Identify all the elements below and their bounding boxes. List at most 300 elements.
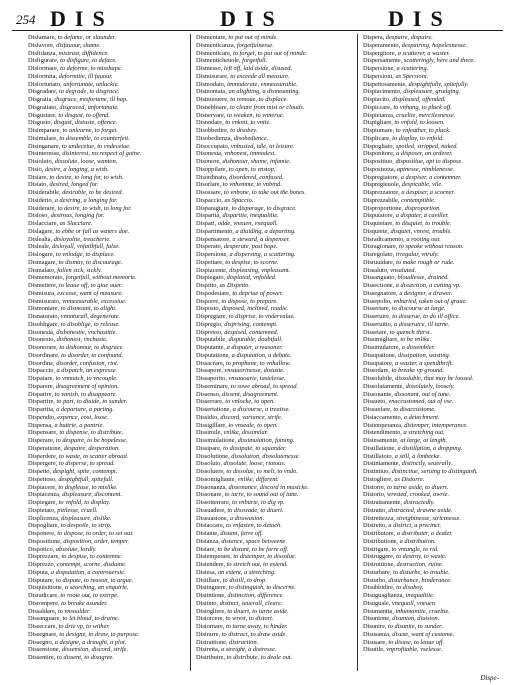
entry-definition: to disserue, to do ill office. [392, 313, 461, 320]
dictionary-entry [196, 484, 342, 492]
entry-definition: to open, to vnstop. [228, 165, 276, 173]
dictionary-entry [28, 135, 174, 143]
dictionary-entry [28, 282, 174, 290]
entry-definition: to defame, or slaunder. [57, 34, 116, 41]
entry-headword: Disperato, [196, 243, 223, 251]
dictionary-entry [28, 352, 174, 360]
entry-definition: spoiled, stripped, naked. [395, 142, 458, 150]
entry-headword: Disimulare, [28, 134, 58, 142]
dictionary-entry [196, 112, 342, 120]
entry-headword: Distruggere, [363, 553, 395, 561]
dictionary-entry [196, 344, 342, 352]
entry-headword: Dispensa, [28, 421, 53, 429]
dictionary-entry [28, 298, 174, 306]
header-rule [12, 30, 503, 31]
entry-definition: to wrest, to distort. [225, 615, 274, 623]
entry-headword: Dispaccio, [196, 196, 223, 204]
dictionary-entry [28, 398, 174, 406]
dictionary-entry [196, 577, 342, 585]
dictionary-entry [196, 228, 342, 236]
dictionary-entry [28, 65, 174, 73]
entry-definition: as Slacciare. [59, 220, 93, 227]
entry-headword: Dissepolto, [363, 297, 392, 305]
entry-definition: disposed, inclined, readie. [221, 305, 289, 313]
entry-headword: Dismisura, [28, 289, 56, 297]
dictionary-entry [196, 158, 342, 166]
dictionary-entry [28, 453, 174, 461]
dictionary-entry [196, 166, 342, 174]
entry-headword: Disnodare, [196, 119, 224, 127]
entry-headword: Disputatore, [363, 212, 395, 220]
dictionary-entry [28, 50, 174, 58]
entry-headword: Dislogare, [28, 251, 55, 258]
dictionary-entry [363, 158, 509, 166]
entry-definition: destruction, ruine. [396, 561, 444, 568]
dictionary-entry [28, 507, 174, 515]
entry-definition: to sowe abroad, to spread. [230, 382, 299, 390]
entry-definition: to dispense, to distribute. [59, 429, 124, 437]
entry-definition: disprising, contempt. [224, 320, 278, 328]
dictionary-entry [363, 205, 509, 213]
entry-headword: Dissonanza, [196, 483, 227, 491]
entry-headword: Dissetare, [363, 328, 389, 336]
entry-headword: Disubbidire, [363, 584, 395, 592]
entry-headword: Dispiccare, [363, 103, 392, 111]
entry-definition: to diuert, to turne aside. [227, 607, 289, 615]
entry-definition: to vnfeather, to pluck. [395, 127, 451, 134]
dictionary-entry [363, 623, 509, 631]
dictionary-entry [196, 414, 342, 422]
entry-definition: displeasing, vnpleasant. [229, 266, 291, 274]
dictionary-entry [28, 383, 174, 391]
entry-headword: Disposto, [196, 305, 221, 313]
entry-headword: Dispiacere, [28, 483, 57, 491]
dictionary-entry [363, 639, 509, 647]
entry-headword: Dissigillare, [196, 421, 227, 429]
entry-definition: a designe, a draught, a plot. [54, 638, 127, 646]
entry-headword: Disputante, [196, 344, 226, 351]
entry-headword: Dissegnare, [28, 630, 58, 638]
entry-definition: dishonestie, vnchastitie. [56, 328, 117, 336]
dictionary-entry [363, 507, 509, 515]
dictionary-entry [196, 65, 342, 73]
dictionary-entry [363, 522, 509, 530]
entry-headword: Disseccare, [28, 623, 58, 630]
entry-definition: distracted, drawne aside. [388, 506, 453, 514]
entry-definition: streightnesse, strictnesse. [396, 514, 461, 522]
entry-headword: Dissotterrare, [196, 499, 231, 506]
dictionary-entry [28, 391, 174, 399]
dictionary-entry [363, 267, 509, 275]
entry-definition: a dissection, a cutting vp. [395, 282, 461, 289]
entry-headword: Dismalato, [28, 266, 56, 274]
entry-definition: forgetfull. [242, 57, 268, 65]
entry-headword: Dispaccio, [28, 367, 55, 375]
dictionary-entry [196, 360, 342, 368]
dictionary-entry [196, 236, 342, 244]
entry-headword: Disparire, [28, 390, 54, 398]
dictionary-entry [28, 445, 174, 453]
entry-headword: Disoccupato, [196, 142, 230, 150]
dictionary-entry [28, 313, 174, 321]
dictionary-entry [196, 313, 342, 321]
entry-definition: desirable, to be desired. [62, 189, 124, 196]
dictionary-entry [28, 484, 174, 492]
entry-definition: to drie vp, to wither. [58, 623, 110, 630]
entry-definition: distance, space betweene. [221, 537, 287, 545]
dictionary-entry [196, 251, 342, 259]
dictionary-entry [363, 50, 509, 58]
entry-definition: a disswasion. [229, 514, 265, 522]
entry-definition: a despiser, a scorner. [401, 189, 455, 196]
dictionary-entry [363, 460, 509, 468]
page-number: 254 [16, 12, 36, 27]
entry-definition: to undeceiue, to vndeceiue. [61, 142, 131, 150]
entry-definition: a desiring, a longing for. [54, 196, 118, 204]
entry-definition: vnlike, dissimilar. [223, 429, 269, 437]
entry-definition: to despoile, to strip. [60, 522, 112, 530]
entry-definition: absolute, lordly. [55, 545, 97, 553]
entry-definition: to disaccustome. [393, 406, 436, 413]
entry-definition: displaied, vnfolded. [226, 274, 277, 282]
dictionary-entry [363, 600, 509, 608]
entry-definition: to despise, to scorne. [225, 258, 279, 266]
dictionary-entry [363, 65, 509, 73]
entry-headword: Disperamento, [363, 41, 401, 49]
entry-headword: Dissuefare, [363, 406, 392, 413]
dictionary-entry [363, 445, 509, 453]
entry-definition: to turne away, to hinder. [225, 623, 288, 630]
entry-headword: Displicenza, [28, 514, 60, 522]
entry-headword: Disradicamento, [363, 235, 405, 243]
entry-definition: dissonance, discord in musicke. [228, 483, 309, 491]
entry-definition: a streight, a distresse. [221, 646, 277, 654]
dictionary-entry [28, 553, 174, 561]
entry-definition: a distributer, a dealer. [396, 530, 453, 537]
entry-definition: to despise, to contemne. [61, 553, 123, 561]
entry-definition: to dissemble, to counterfeit. [59, 134, 130, 142]
dictionary-entry [196, 499, 342, 507]
entry-definition: to distill, to drop. [222, 576, 267, 584]
entry-headword: Disporre, [196, 297, 220, 305]
dictionary-entry [196, 569, 342, 577]
dictionary-entry [28, 166, 174, 174]
entry-headword: Dismontata, [196, 88, 227, 96]
dictionary-entry [196, 646, 342, 654]
entry-definition: displeasure, discontent. [62, 491, 123, 499]
entry-definition: a despiser, a contemner. [400, 173, 462, 181]
dictionary-entry [28, 615, 174, 623]
dictionary-entry [196, 119, 342, 127]
entry-definition: to desire, to wish, to long for. [57, 204, 132, 212]
entry-definition: vnsaluted. [390, 266, 417, 274]
dictionary-entry [363, 181, 509, 189]
dictionary-entry [28, 538, 174, 546]
entry-definition: to be distant, to be farre off. [217, 545, 289, 553]
dictionary-entry [28, 57, 174, 65]
dictionary-entry [196, 600, 342, 608]
entry-definition: to vnlocke, to open. [225, 398, 275, 406]
entry-headword: Dissectione, [363, 282, 395, 289]
entry-definition: to iarre, to sound out of tune. [224, 491, 299, 499]
entry-definition: contempt, scorne, disdaine. [56, 561, 127, 568]
entry-definition: vnaccustomed, out of vse. [388, 398, 454, 406]
dictionary-entry [363, 282, 509, 290]
dictionary-entry [196, 212, 342, 220]
entry-headword: Disparagiare, [196, 204, 230, 212]
entry-headword: Dispregio, [196, 320, 223, 328]
dictionary-entry [196, 34, 342, 42]
dictionary-entry [363, 429, 509, 437]
entry-headword: Disioluto, [28, 158, 54, 165]
entry-definition: to dispose, to prepare. [221, 297, 278, 305]
entry-headword: Dispigliare, [363, 119, 393, 127]
dictionary-entry [363, 143, 509, 151]
entry-definition: vnburied, taken out of graue. [393, 297, 467, 305]
entry-definition: to vnhemme, to vnbind. [222, 181, 282, 189]
entry-headword: Dispodestare, [196, 289, 231, 297]
entry-definition: a stretching out. [403, 429, 445, 437]
entry-definition: dissolute, loose, wanton. [54, 158, 118, 165]
entry-headword: Disimparare, [28, 127, 61, 134]
entry-headword: Dispogliare, [28, 522, 60, 530]
dictionary-entry [196, 453, 342, 461]
entry-headword: Disio, [28, 165, 44, 173]
entry-headword: Dismisurato, [28, 297, 61, 305]
entry-headword: Distrattione, [196, 638, 228, 646]
dictionary-entry [28, 336, 174, 344]
entry-headword: Dismodato, [196, 80, 226, 88]
entry-headword: Dissipare, [196, 444, 222, 452]
dictionary-entry [28, 305, 174, 313]
entry-headword: Distruttione, [363, 561, 395, 568]
entry-definition: odde, vneuen, vnequall. [217, 220, 278, 227]
dictionary-entry [196, 608, 342, 616]
entry-headword: Disponere, [28, 530, 56, 537]
dictionary-entry [28, 414, 174, 422]
entry-definition: to depriue of power. [232, 289, 284, 297]
entry-definition: disproportion. [404, 204, 441, 212]
entry-definition: an extent, a stretching. [217, 568, 276, 576]
entry-definition: to dispose, to order, to set out. [57, 530, 134, 537]
entry-headword: Dispostezza, [363, 165, 396, 173]
entry-headword: Disiare, [28, 173, 48, 181]
entry-headword: Dismenticare, [196, 49, 232, 57]
dictionary-entry [363, 538, 509, 546]
dictionary-entry [363, 220, 509, 228]
dictionary-entry [363, 484, 509, 492]
entry-definition: distinct, seuerall, cleare. [219, 599, 283, 607]
entry-definition: vnsauourie, tastelesse. [228, 375, 286, 382]
column-right [363, 34, 509, 667]
entry-definition: to weaken, to vnnerue. [227, 111, 285, 119]
entry-definition: to destroy, to waste. [396, 553, 447, 561]
entry-definition: to ebbe or fall as waters doe. [55, 227, 130, 235]
dictionary-entry [196, 50, 342, 58]
entry-definition: to be vnlike. [400, 336, 432, 344]
dictionary-entry [28, 422, 174, 430]
entry-definition: to put out of minde. [228, 34, 278, 41]
entry-headword: Dissolutione, [196, 452, 230, 460]
dictionary-entry [28, 561, 174, 569]
entry-definition: despicable, vile. [401, 181, 443, 189]
entry-headword: Disserrare, [196, 398, 224, 406]
entry-headword: Dismettere, [28, 282, 58, 289]
entry-headword: Distorto, [363, 491, 386, 499]
dictionary-entry [28, 236, 174, 244]
entry-headword: Dissaluto, [363, 266, 389, 274]
entry-headword: Disioso, [28, 212, 49, 220]
entry-definition: a disputation, a controuersie. [50, 568, 126, 576]
dictionary-entry [363, 592, 509, 600]
dictionary-entry [363, 631, 509, 639]
entry-headword: Disprezzo, [28, 561, 56, 568]
entry-headword: Disperdere, [28, 452, 58, 460]
dictionary-entry [363, 398, 509, 406]
dictionary-entry [28, 344, 174, 352]
entry-headword: Disparere, [28, 382, 55, 390]
dictionary-entry [28, 205, 174, 213]
dictionary-entry [196, 329, 342, 337]
dictionary-entry [196, 42, 342, 50]
entry-headword: Distorcere, [196, 615, 225, 623]
dictionary-entry [196, 538, 342, 546]
entry-headword: Distretta, [196, 646, 220, 654]
entry-headword: Dispositione, [28, 537, 62, 545]
dictionary-entry [28, 646, 174, 654]
dictionary-entry [363, 96, 509, 104]
entry-headword: Disonore, [196, 158, 221, 165]
entry-headword: Dismentare, [196, 34, 227, 41]
entry-headword: Dissegnatore, [363, 289, 398, 297]
dictionary-entry [363, 546, 509, 554]
entry-headword: Distrettezza, [363, 514, 395, 522]
dictionary-entry [28, 406, 174, 414]
dictionary-entry [363, 166, 509, 174]
dictionary-entry [196, 243, 342, 251]
dictionary-entry [28, 73, 174, 81]
entry-headword: Dissertatione, [196, 406, 232, 413]
entry-headword: Disperatione, [28, 444, 62, 452]
entry-definition: forgetfulnesse. [236, 41, 274, 49]
entry-headword: Disfigurare, [28, 57, 59, 65]
entry-headword: Disiderare, [28, 204, 57, 212]
entry-definition: to vnmatch, to vncouple. [55, 375, 118, 382]
dictionary-entry [196, 88, 342, 96]
dictionary-entry [363, 646, 509, 654]
entry-headword: Dispiegato, [196, 274, 226, 282]
dictionary-entry [363, 127, 509, 135]
entry-headword: Disfortunato, [28, 80, 62, 88]
entry-headword: Disorlare, [196, 181, 222, 189]
dictionary-entry [28, 181, 174, 189]
dictionary-entry [28, 197, 174, 205]
entry-definition: as Dispetto. [219, 282, 250, 289]
entry-definition: disparitie, inequalitie. [222, 212, 279, 220]
dictionary-entry [196, 174, 342, 182]
entry-headword: Distributore, [363, 530, 396, 537]
entry-headword: Disiderabile, [28, 189, 61, 196]
entry-headword: Distare, [196, 545, 216, 553]
entry-definition: disloyaltie, treacherie. [53, 235, 111, 243]
entry-headword: Disproportione, [363, 204, 403, 212]
entry-definition: to dishonour, to disgrace. [59, 344, 125, 351]
entry-headword: Disossare, [196, 189, 223, 196]
entry-definition: to dissent, to disagree. [56, 654, 114, 661]
entry-headword: Distratto, [363, 506, 387, 514]
entry-headword: Disfidanza, [28, 49, 58, 57]
entry-headword: Disusanza, [363, 630, 391, 638]
entry-headword: Dissertare, [363, 305, 391, 313]
dictionary-entry [363, 243, 509, 251]
entry-headword: Disprezzabile, [363, 196, 400, 204]
entry-definition: desired, longed for. [49, 181, 99, 189]
entry-headword: Disonorare, [28, 344, 58, 351]
entry-definition: a district, a precinct. [388, 522, 442, 530]
entry-definition: vnsauorinesse, distaste. [224, 367, 285, 375]
dictionary-entry [196, 321, 342, 329]
dictionary-entry [363, 391, 509, 399]
dictionary-entry [363, 305, 509, 313]
entry-headword: Disgratia, [28, 96, 53, 103]
entry-definition: despightfully, spitefully. [408, 80, 469, 88]
entry-definition: a diuiding, a departing. [235, 227, 296, 235]
entry-headword: Dissonare, [196, 491, 223, 499]
dictionary-entry [363, 189, 509, 197]
dictionary-entry [363, 553, 509, 561]
entry-definition: a disputer, a caviller. [395, 212, 449, 220]
entry-definition: to vnfasten, to detach. [225, 522, 282, 530]
entry-definition: dispositiue, apt to dispose. [395, 158, 463, 165]
entry-definition: vnnaturall, degenerate. [60, 313, 121, 320]
dictionary-entry [363, 104, 509, 112]
entry-headword: Dispositiuo, [363, 158, 394, 165]
dictionary-entry [196, 267, 342, 275]
dictionary-entry [28, 150, 174, 158]
dictionary-entry [363, 57, 509, 65]
entry-definition: vnhonest, immodest. [224, 150, 276, 158]
dictionary-entry [363, 468, 509, 476]
entry-definition: a discourse, a treatise. [232, 406, 291, 413]
entry-headword: Disunire, [363, 623, 387, 630]
entry-headword: Distorre, [363, 483, 386, 491]
entry-headword: Distribuire, [196, 654, 226, 661]
entry-definition: a disputer, a reasoner. [226, 344, 283, 351]
dictionary-entry [28, 189, 174, 197]
entry-headword: Disumanita, [363, 607, 394, 615]
entry-definition: despightfull, spitefull. [58, 475, 114, 483]
dictionary-entry [363, 584, 509, 592]
entry-definition: scatteringly, here and there. [403, 57, 475, 65]
entry-definition: to vanish, to disappeare. [54, 390, 118, 398]
entry-definition: despairing, hopelesnesse. [401, 41, 467, 49]
entry-definition: to disturbe, to trouble. [392, 568, 450, 576]
entry-headword: Disprezzatore, [363, 189, 400, 196]
entry-definition: bloudlesse, drained. [397, 274, 449, 282]
entry-headword: Dissapore, [196, 367, 223, 375]
entry-headword: Dissimulatore, [363, 344, 401, 351]
dictionary-entry [28, 584, 174, 592]
entry-headword: Disinteresse, [28, 150, 61, 158]
dictionary-entry [363, 197, 509, 205]
entry-headword: Dismesso, [196, 65, 223, 72]
entry-headword: Dispersione, [196, 251, 228, 258]
entry-definition: displeased, offended. [392, 96, 446, 103]
entry-headword: Distillatoio, [363, 452, 394, 460]
entry-definition: to dismount, to alight. [60, 305, 117, 313]
entry-headword: Dispregiare, [196, 313, 228, 320]
entry-headword: Disordinato, [196, 173, 228, 181]
